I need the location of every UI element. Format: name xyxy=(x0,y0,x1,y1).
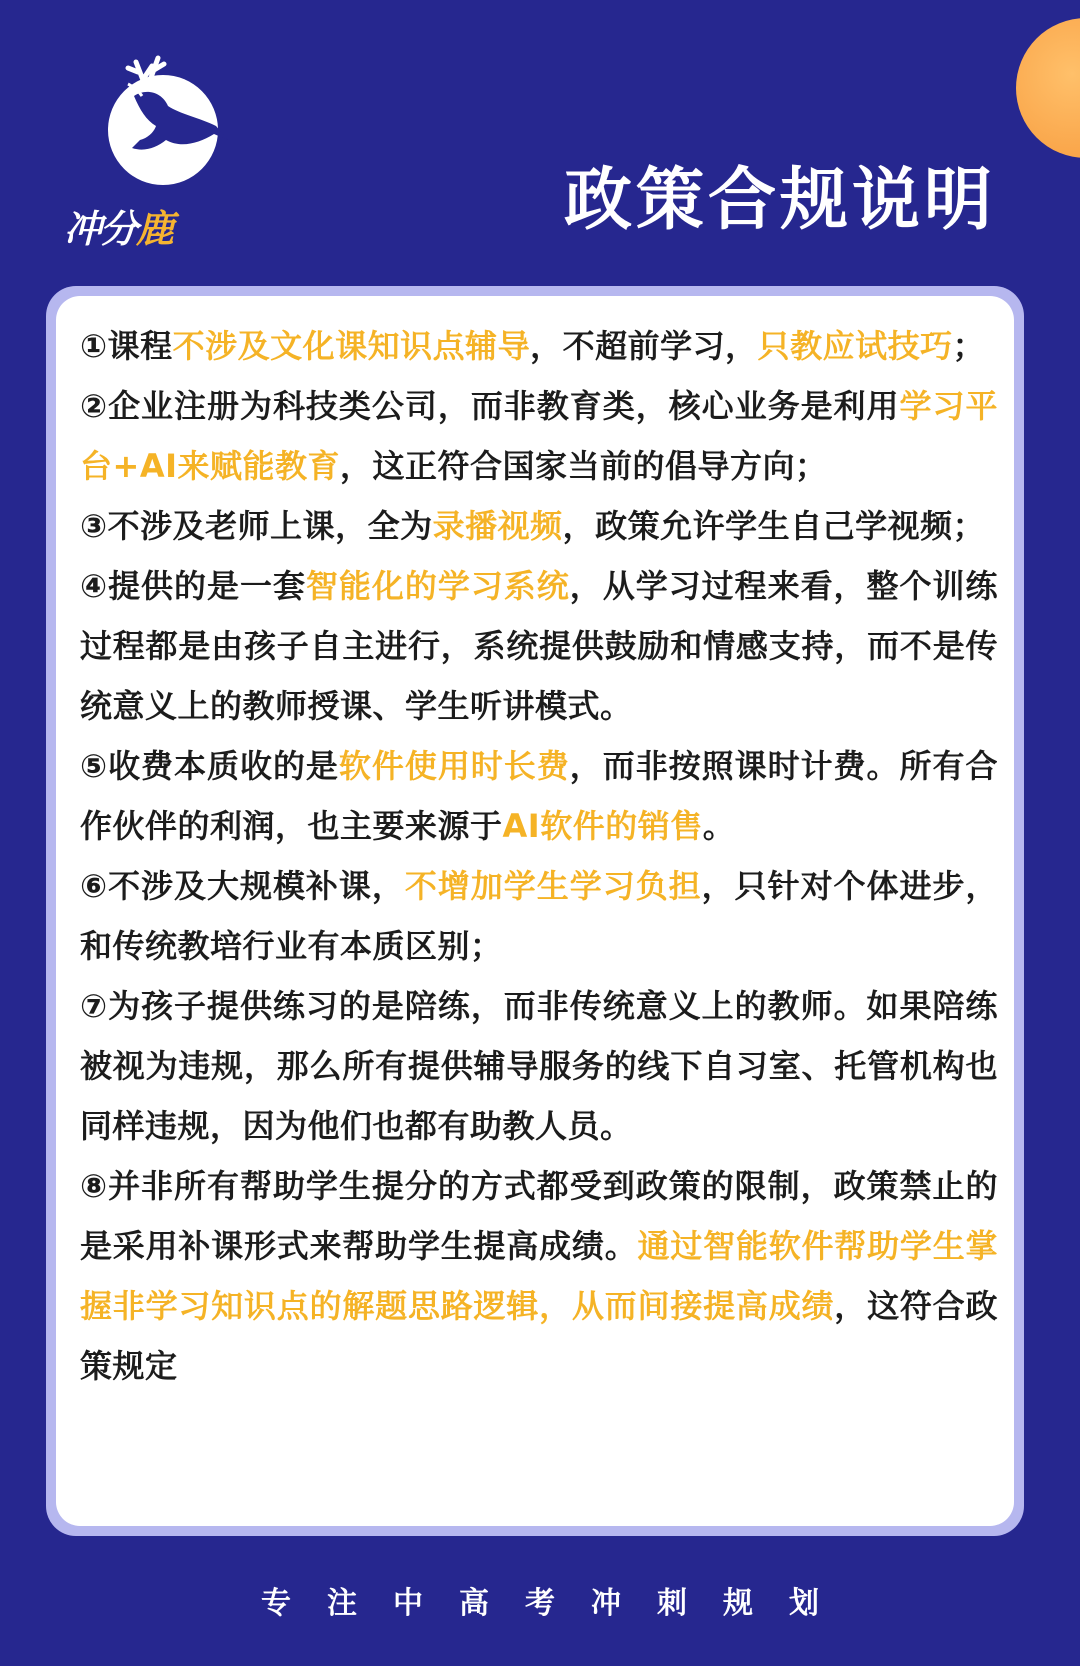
policy-text: ②企业注册为科技类公司，而非教育类，核心业务是利用 xyxy=(80,387,900,425)
policy-item xyxy=(80,1156,998,1396)
brand-logo xyxy=(58,48,258,251)
policy-text: ，政策允许学生自己学视频； xyxy=(562,507,986,545)
highlighted-text: 软件使用时长费 xyxy=(338,747,570,785)
footer-slogan: 专注中高考冲刺规划 xyxy=(261,1586,855,1621)
highlighted-text: 不涉及文化课知识点辅导 xyxy=(172,327,531,365)
highlighted-text: 通过智能软件帮助学生掌握非学习知识点的解题思路逻辑，从而间接提高成绩 xyxy=(80,1227,998,1325)
policy-text: ，而非按照课时计费。所有合作伙伴的利润，也主要来源于 xyxy=(80,747,998,845)
policy-item xyxy=(80,976,998,1156)
highlighted-text: 只教应试技巧 xyxy=(757,327,953,365)
highlighted-text: 学习平台+AI来赋能教育 xyxy=(80,387,998,485)
policy-text: ，只针对个体进步，和传统教培行业有本质区别； xyxy=(80,867,998,965)
policy-item xyxy=(80,856,998,976)
policy-text: ，不超前学习， xyxy=(530,327,758,365)
policy-text: ①课程 xyxy=(80,327,173,365)
policy-list xyxy=(80,316,998,1396)
policy-text: ⑧并非所有帮助学生提分的方式都受到政策的限制，政策禁止的是采用补课形式来帮助学生提高成绩。 xyxy=(80,1167,998,1265)
policy-item xyxy=(80,736,998,856)
policy-text: ，这正符合国家当前的倡导方向； xyxy=(340,447,828,485)
policy-text: ⑥不涉及大规模补课， xyxy=(80,867,405,905)
highlighted-text: 录播视频 xyxy=(432,507,563,545)
deer-logo-icon xyxy=(88,48,238,198)
policy-item xyxy=(80,376,998,496)
policy-text: ③不涉及老师上课，全为 xyxy=(80,507,433,545)
policy-item xyxy=(80,556,998,736)
policy-text: ⑦为孩子提供练习的是陪练，而非传统意义上的教师。如果陪练被视为违规，那么所有提供辅导服务的线下自习室、托管机构也同样违规，因为他们也都有助教人员。 xyxy=(80,987,998,1145)
policy-card xyxy=(56,296,1014,1526)
policy-text: 。 xyxy=(702,807,736,845)
policy-item xyxy=(80,496,998,556)
highlighted-text: AI软件的销售 xyxy=(502,807,703,845)
policy-text: ⑤收费本质收的是 xyxy=(80,747,339,785)
policy-text: ，从学习过程来看，整个训练过程都是由孩子自主进行，系统提供鼓励和情感支持，而不是传统意义上的教师授课、学生听讲模式。 xyxy=(80,567,998,725)
highlighted-text: 智能化的学习系统 xyxy=(305,567,570,605)
decorative-orange-circle xyxy=(1016,18,1080,158)
brand-name: 冲分鹿 xyxy=(64,207,173,251)
policy-text: ④提供的是一套 xyxy=(80,567,306,605)
policy-item xyxy=(80,316,998,376)
policy-text: ； xyxy=(952,327,986,365)
policy-text: ，这符合政策规定 xyxy=(80,1287,998,1385)
highlighted-text: 不增加学生学习负担 xyxy=(404,867,702,905)
page-title: 政策合规说明 xyxy=(563,161,996,240)
